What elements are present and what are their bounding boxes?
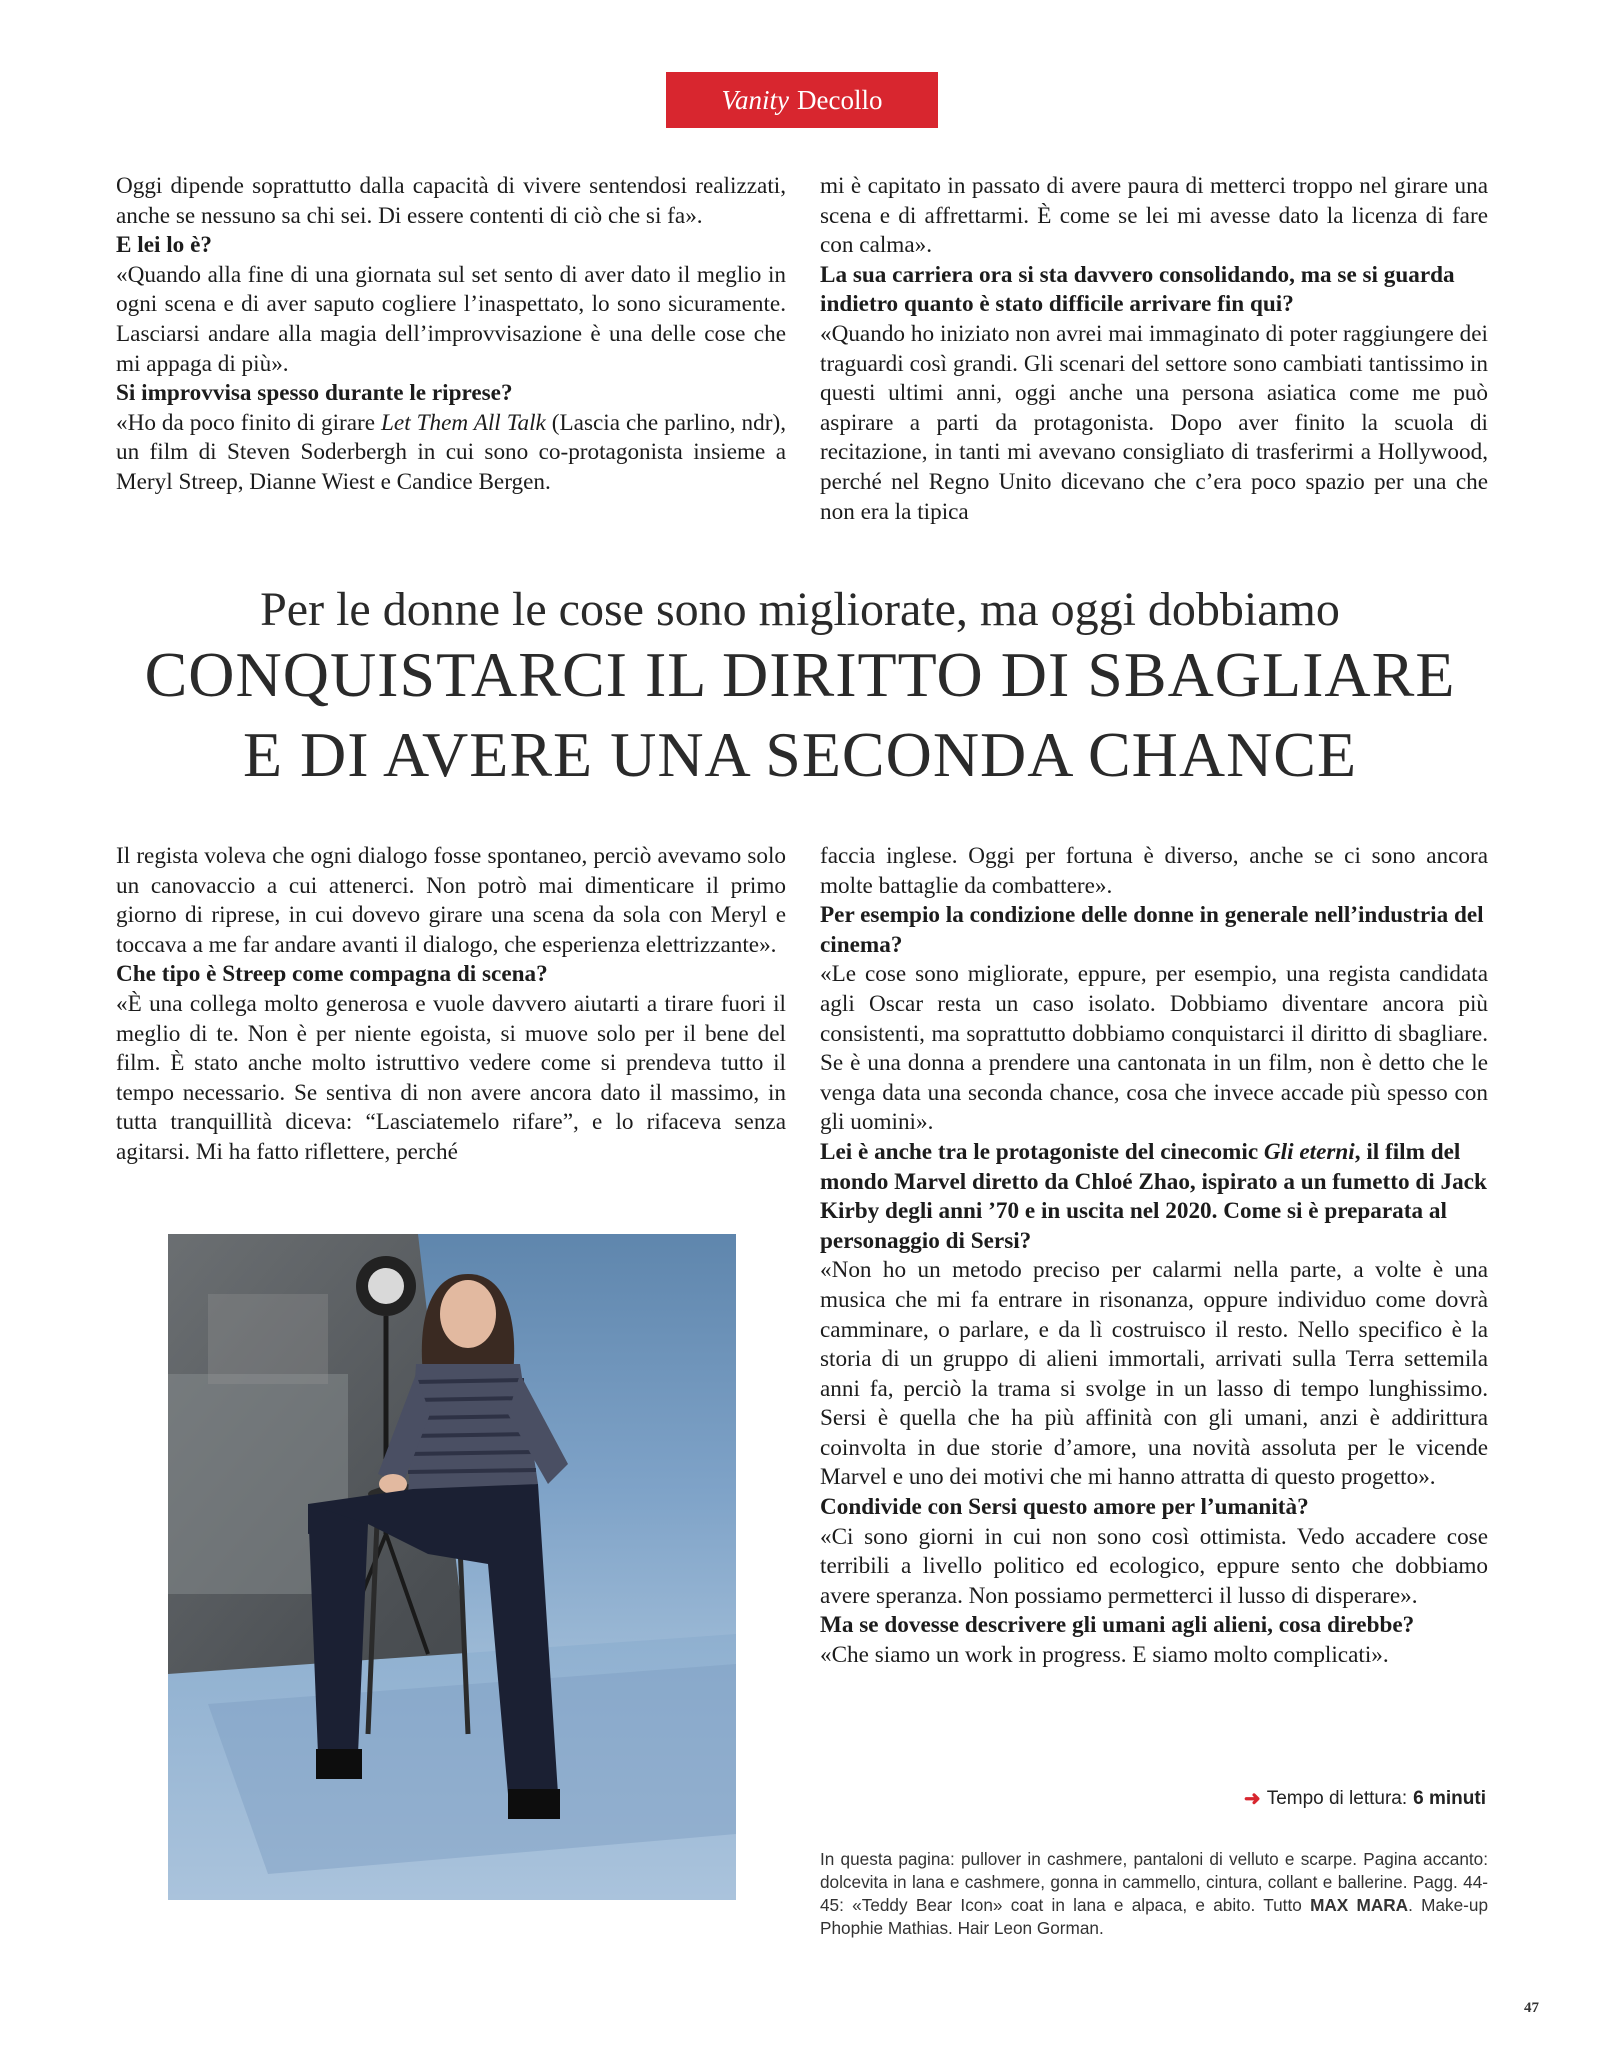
portrait-photo bbox=[168, 1234, 736, 1900]
pullquote-line-1: Per le donne le cose sono migliorate, ma oggi dobbiamo bbox=[260, 583, 1340, 636]
article-paragraph: «È una collega molto generosa e vuole davvero aiutarti a tirare fuori il meglio di te. Non è per niente egoista, si muove solo per il bene del film. È stato anche molto istruttivo vedere come si prendeva tutto il tempo necessario. Se sentiva di non avere ancora dato il massimo, in tutta tranquillità diceva: “Lasciatemelo rifare”, e lo rifaceva senza agitarsi. Mi ha fatto riflettere, perché bbox=[116, 990, 786, 1165]
interview-question: La sua carriera ora si sta davvero consolidando, ma se si guarda indietro quanto è stato difficile arrivare fin qui? bbox=[820, 261, 1455, 318]
arrow-right-icon: ➜ bbox=[1243, 1788, 1261, 1810]
interview-question: Che tipo è Streep come compagna di scena? bbox=[116, 961, 548, 988]
article-column-2 bbox=[820, 172, 1488, 527]
reading-time-label: Tempo di lettura: bbox=[1266, 1787, 1408, 1809]
caption-credits: . Make-up Phophie Mathias. Hair Leon Gorman. bbox=[820, 1895, 1489, 1938]
article-paragraph: faccia inglese. Oggi per fortuna è diverso, anche se ci sono ancora molte battaglie da combattere». bbox=[820, 843, 1488, 899]
article-paragraph: Il regista voleva che ogni dialogo fosse spontaneo, perciò avevamo solo un canovaccio a cui attenerci. Non potrò mai dimenticare il primo giorno di riprese, in cui dovevo girare una scena da sola con Meryl e toccava a me far andare avanti il dialogo, che esperienza elettrizzante». bbox=[116, 843, 786, 958]
page-number: 47 bbox=[1524, 2000, 1539, 2016]
article-paragraph: «Ci sono giorni in cui non sono così ottimista. Vedo accadere cose terribili a livello politico ed ecologico, eppure sento che dobbiamo avere speranza. Non possiamo permetterci il lusso di disperare». bbox=[820, 1523, 1488, 1609]
article-paragraph: mi è capitato in passato di avere paura di metterci troppo nel girare una scena e di affrettarmi. È come se lei mi avesse dato la licenza di fare con calma». bbox=[820, 173, 1488, 259]
pullquote-line-3: E DI AVERE UNA SECONDA CHANCE bbox=[242, 719, 1358, 790]
article-column-3 bbox=[116, 842, 786, 1168]
reading-time bbox=[1244, 1786, 1486, 1811]
title-italic: Let Them All Talk bbox=[381, 409, 546, 436]
interview-question: Per esempio la condizione delle donne in generale nell’industria del cinema? bbox=[820, 902, 1484, 958]
pullquote-line-2: CONQUISTARCI IL DIRITTO DI SBAGLIARE bbox=[144, 639, 1456, 710]
paragraph-text: Lei è anche tra le protagoniste del cinecomic bbox=[820, 1138, 1264, 1165]
article-paragraph bbox=[116, 409, 786, 498]
caption-text: In questa pagina: pullover in cashmere, pantaloni di velluto e scarpe. Pagina accanto: dolcevita in lana e cashmere, gonna in cammello, cintura, collant e ballerine. Pagg. 44-45: «Teddy Bear Icon» coat in lana e alpaca, e abito. Tutto bbox=[820, 1849, 1488, 1915]
article-paragraph: Oggi dipende soprattutto dalla capacità di vivere sentendosi realizzati, anche se nessuno sa chi sei. Di essere contenti di ciò che si fa». bbox=[116, 173, 786, 229]
paragraph-text: , il film del mondo Marvel diretto da Chloé Zhao, ispirato a un fumetto di Jack Kirby degli anni ’70 e in uscita nel 2020. Come si è preparata al personaggio di Sersi? bbox=[820, 1138, 1487, 1254]
photo-caption bbox=[820, 1848, 1488, 1940]
paragraph-text: «Ho da poco finito di girare bbox=[116, 409, 382, 436]
interview-question: E lei lo è? bbox=[116, 232, 212, 259]
section-badge bbox=[666, 72, 938, 128]
caption-brand: MAX MARA bbox=[1310, 1895, 1409, 1915]
article-paragraph: «Quando ho iniziato non avrei mai immaginato di poter raggiungere dei traguardi così grandi. Gli scenari del settore sono cambiati tantissimo in questi ultimi anni, oggi anche una persona asiatica come me può aspirare a parti da protagonista. Dopo aver finito la scuola di recitazione, in tanti mi avevano consigliato di trasferirmi a Hollywood, perché nel Regno Unito dicevano che c’era poco spazio per una che non era la tipica bbox=[820, 320, 1488, 525]
section-brand: Vanity bbox=[721, 84, 789, 115]
section-name: Decollo bbox=[797, 84, 883, 115]
article-column-4 bbox=[820, 842, 1488, 1671]
title-italic: Gli eterni bbox=[1263, 1138, 1355, 1165]
reading-time-value: 6 minuti bbox=[1413, 1787, 1486, 1809]
article-column-1 bbox=[116, 172, 786, 498]
article-paragraph: «Non ho un metodo preciso per calarmi nella parte, a volte è una musica che mi fa entrare in risonanza, oppure individuo come dovrà camminare, o parlare, e da lì costruisco il resto. Nello specifico è la storia di un gruppo di alieni immortali, arrivati sulla Terra settemila anni fa, perciò la trama si svolge in un lasso di tempo lunghissimo. Sersi è quella che ha più affinità con gli umani, anzi è addirittura coinvolta in due storie d’amore, una novità assoluta per le vicende Marvel e uno dei motivi che mi hanno attratta di questo progetto». bbox=[820, 1257, 1488, 1491]
article-paragraph: «Che siamo un work in progress. E siamo molto complicati». bbox=[820, 1642, 1389, 1669]
interview-question: Si improvvisa spesso durante le riprese? bbox=[116, 380, 513, 407]
article-paragraph: «Quando alla fine di una giornata sul set sento di aver dato il meglio in ogni scena e di aver saputo cogliere l’inaspettato, lo sono sicuramente. Lasciarsi andare alla magia dell’improvvisazione è una delle cose che mi appaga di più». bbox=[116, 261, 786, 377]
interview-question: Condivide con Sersi questo amore per l’umanità? bbox=[820, 1494, 1309, 1521]
interview-question: Ma se dovesse descrivere gli umani agli alieni, cosa direbbe? bbox=[820, 1612, 1415, 1639]
article-paragraph: «Le cose sono migliorate, eppure, per esempio, una regista candidata agli Oscar resta un caso isolato. Dobbiamo diventare ancora più consistenti, ma soprattutto dobbiamo conquistarci il diritto di sbagliare. Se è una donna a prendere una cantonata in un film, non è detto che le venga data una seconda chance, cosa che invece accade più spesso con gli uomini». bbox=[820, 961, 1488, 1136]
paragraph-text: (Lascia che parlino, ndr), un film di Steven Soderbergh in cui sono co-protagonista insieme a Meryl Streep, Dianne Wiest e Candice Bergen. bbox=[116, 409, 786, 495]
interview-question bbox=[820, 1138, 1488, 1256]
